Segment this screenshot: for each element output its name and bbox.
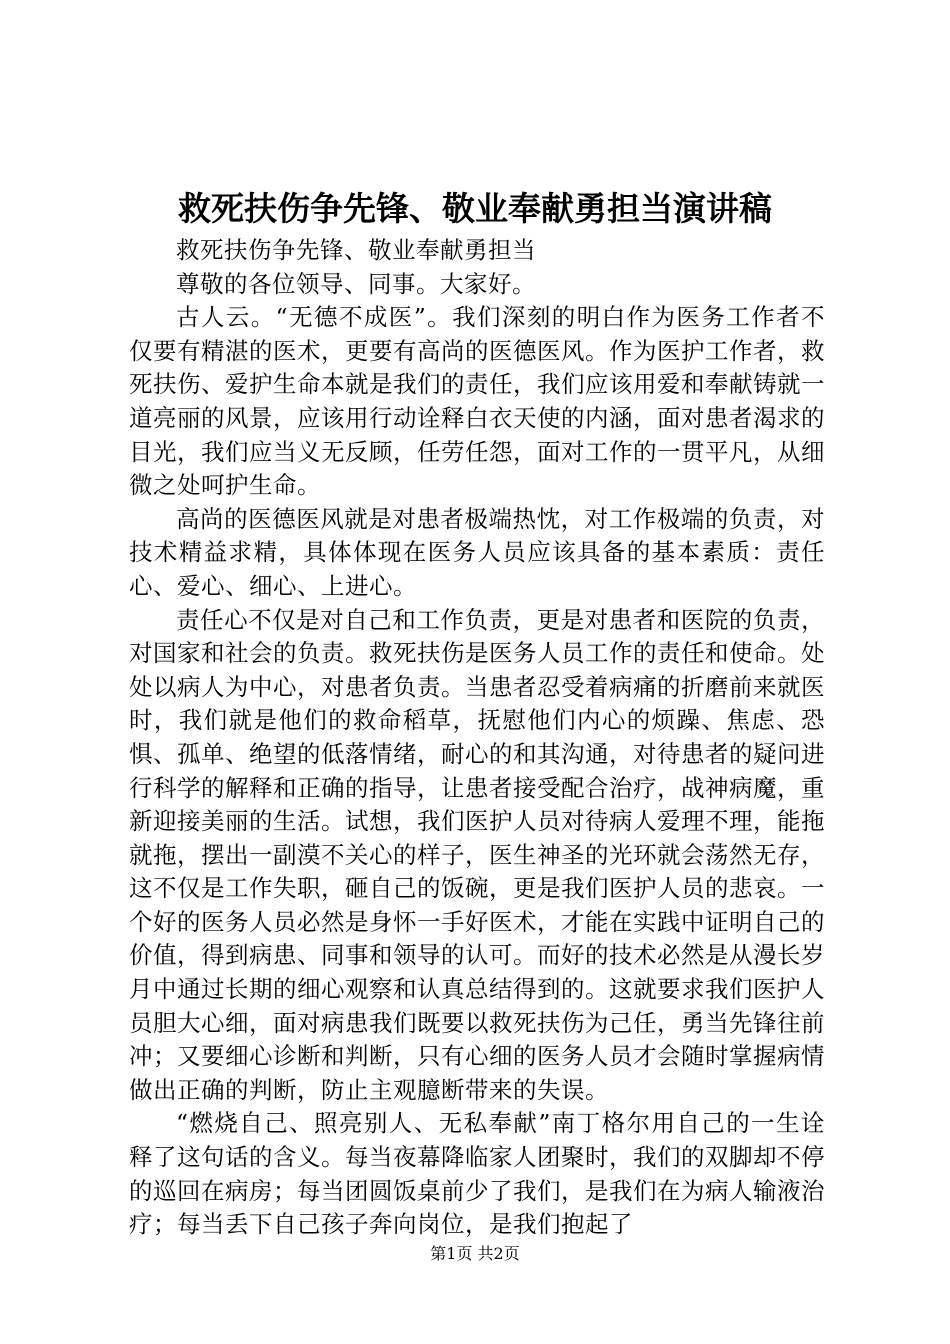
- paragraph: 责任心不仅是对自己和工作负责，更是对患者和医院的负责，对国家和社会的负责。救死扶伤是医务人员工作的责任和使命。处处以病人为中心，对患者负责。当患者忍受着病痛的折磨前来就医时，我们就是他们的救命稻草，抚慰他们内心的烦躁、焦虑、恐惧、孤单、绝望的低落情绪，耐心的和其沟通，对待患者的疑问进行科学的解释和正确的指导，让患者接受配合治疗，战神病魔，重新迎接美丽的生活。试想，我们医护人员对待病人爱理不理，能拖就拖，摆出一副漠不关心的样子，医生神圣的光环就会荡然无存，这不仅是工作失职，砸自己的饭碗，更是我们医护人员的悲哀。一个好的医务人员必然是身怀一手好医术，才能在实践中证明自己的价值，得到病患、同事和领导的认可。而好的技术必然是从漫长岁月中通过长期的细心观察和认真总结得到的。这就要求我们医护人员胆大心细，面对病患我们既要以救死扶伤为己任，勇当先锋往前冲；又要细心诊断和判断，只有心细的医务人员才会随时掌握病情做出正确的判断，防止主观臆断带来的失误。: [129, 605, 825, 1104]
- document-body: [129, 234, 825, 1242]
- paragraph: “燃烧自己、照亮别人、无私奉献”南丁格尔用自己的一生诠释了这句话的含义。每当夜幕降临家人团聚时，我们的双脚却不停的巡回在病房；每当团圆饭桌前少了我们，是我们在为病人输液治疗；每当丢下自己孩子奔向岗位，是我们抱起了: [129, 1109, 825, 1239]
- paragraph: 高尚的医德医风就是对患者极端热忱，对工作极端的负责，对技术精益求精，具体体现在医务人员应该具备的基本素质：责任心、爱心、细心、上进心。: [129, 504, 825, 600]
- paragraph: 古人云。“无德不成医”。我们深刻的明白作为医务工作者不仅要有精湛的医术，更要有高尚的医德医风。作为医护工作者，救死扶伤、爱护生命本就是我们的责任，我们应该用爱和奉献铸就一道亮丽的风景，应该用行动诠释白衣天使的内涵，面对患者渴求的目光，我们应当义无反顾，任劳任怨，面对工作的一贯平凡，从细微之处呵护生命。: [129, 303, 825, 500]
- paragraph-subtitle: 救死扶伤争先锋、敬业奉献勇担当: [176, 236, 536, 264]
- document-title: 救死扶伤争先锋、敬业奉献勇担当演讲稿: [178, 189, 772, 228]
- page-number-footer: 第1页 共2页: [430, 1244, 520, 1263]
- paragraph-greeting: 尊敬的各位领导、同事。大家好。: [176, 269, 536, 298]
